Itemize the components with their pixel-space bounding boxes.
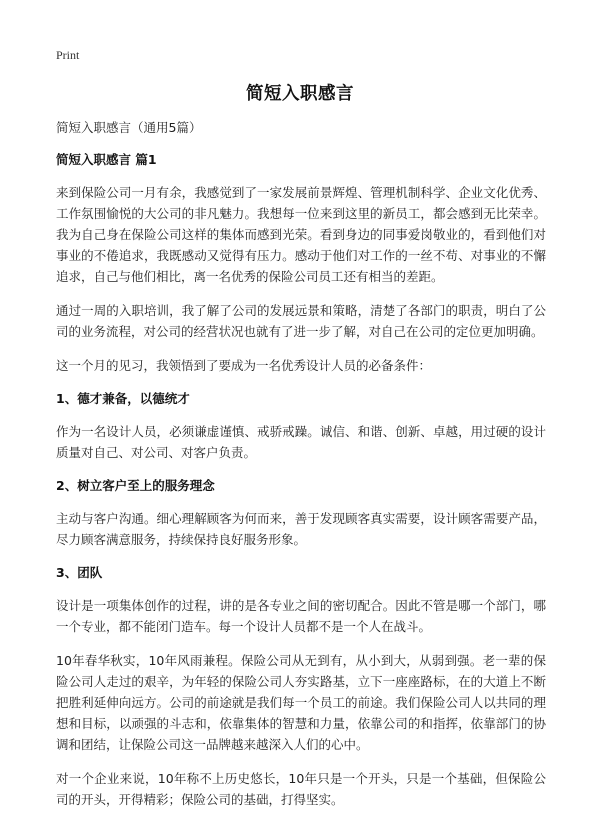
subheading-1: 1、德才兼备，以德统才 — [56, 391, 190, 406]
page-title: 简短入职感言 — [246, 84, 354, 104]
paragraph: 对一个企业来说，10年称不上历史悠长，10年只是一个开头，只是一个基础，但保险公司的开头，开得精彩；保险公司的基础，打得坚实。 — [56, 771, 546, 807]
paragraph: 来到保险公司一月有余，我感觉到了一家发展前景辉煌、管理机制科学、企业文化优秀、工作氛围愉悦的大公司的非凡魅力。我想每一位来到这里的新员工，都会感到无比荣幸。我为自己身在保险公司这样的集体而感到光荣。看到身边的同事爱岗敬业的，看到他们对事业的不倦追求，我既感动又觉得有压力。感动于他们对工作的一丝不苟、对事业的不懈追求，自己与他们相比，离一名优秀的保险公司员工还有相当的差距。 — [56, 185, 546, 284]
paragraph: 作为一名设计人员，必须谦虚谨慎、戒骄戒躁。诚信、和谐、创新、卓越，用过硬的设计质量对自己、对公司、对客户负责。 — [56, 424, 546, 460]
print-link[interactable]: Print — [56, 48, 80, 62]
paragraph: 通过一周的入职培训，我了解了公司的发展远景和策略，清楚了各部门的职责，明白了公司的业务流程，对公司的经营状况也就有了进一步了解，对自己在公司的定位更加明确。 — [56, 303, 546, 339]
paragraph: 10年春华秋实，10年风雨兼程。保险公司从无到有，从小到大，从弱到强。老一辈的保险公司人走过的艰辛，为年轻的保险公司人夯实路基，立下一座座路标，在的大道上不断把胜利延伸向远方。公司的前途就是我们每一个员工的前途。我们保险公司人以共同的理想和目标，以顽强的斗志和，依靠集体的智慧和力量，依靠公司的和指挥，依靠部门的协调和团结，让保险公司这一品牌越来越深入人们的心中。 — [56, 653, 546, 752]
paragraph: 这一个月的见习，我领悟到了要成为一名优秀设计人员的必备条件： — [56, 358, 432, 373]
paragraph: 设计是一项集体创作的过程，讲的是各专业之间的密切配合。因此不管是哪一个部门，哪一个专业，都不能闭门造车。每一个设计人员都不是一个人在战斗。 — [56, 598, 546, 634]
subheading-3: 3、团队 — [56, 565, 103, 580]
paragraph: 主动与客户沟通。细心理解顾客为何而来，善于发现顾客真实需要，设计顾客需要产品，尽力顾客满意服务，持续保持良好服务形象。 — [56, 511, 546, 547]
article-subtitle: 简短入职感言（通用5篇） — [56, 120, 202, 135]
section-title: 简短入职感言 篇1 — [56, 152, 157, 167]
subheading-2: 2、树立客户至上的服务理念 — [56, 478, 215, 493]
article-body — [56, 119, 546, 810]
